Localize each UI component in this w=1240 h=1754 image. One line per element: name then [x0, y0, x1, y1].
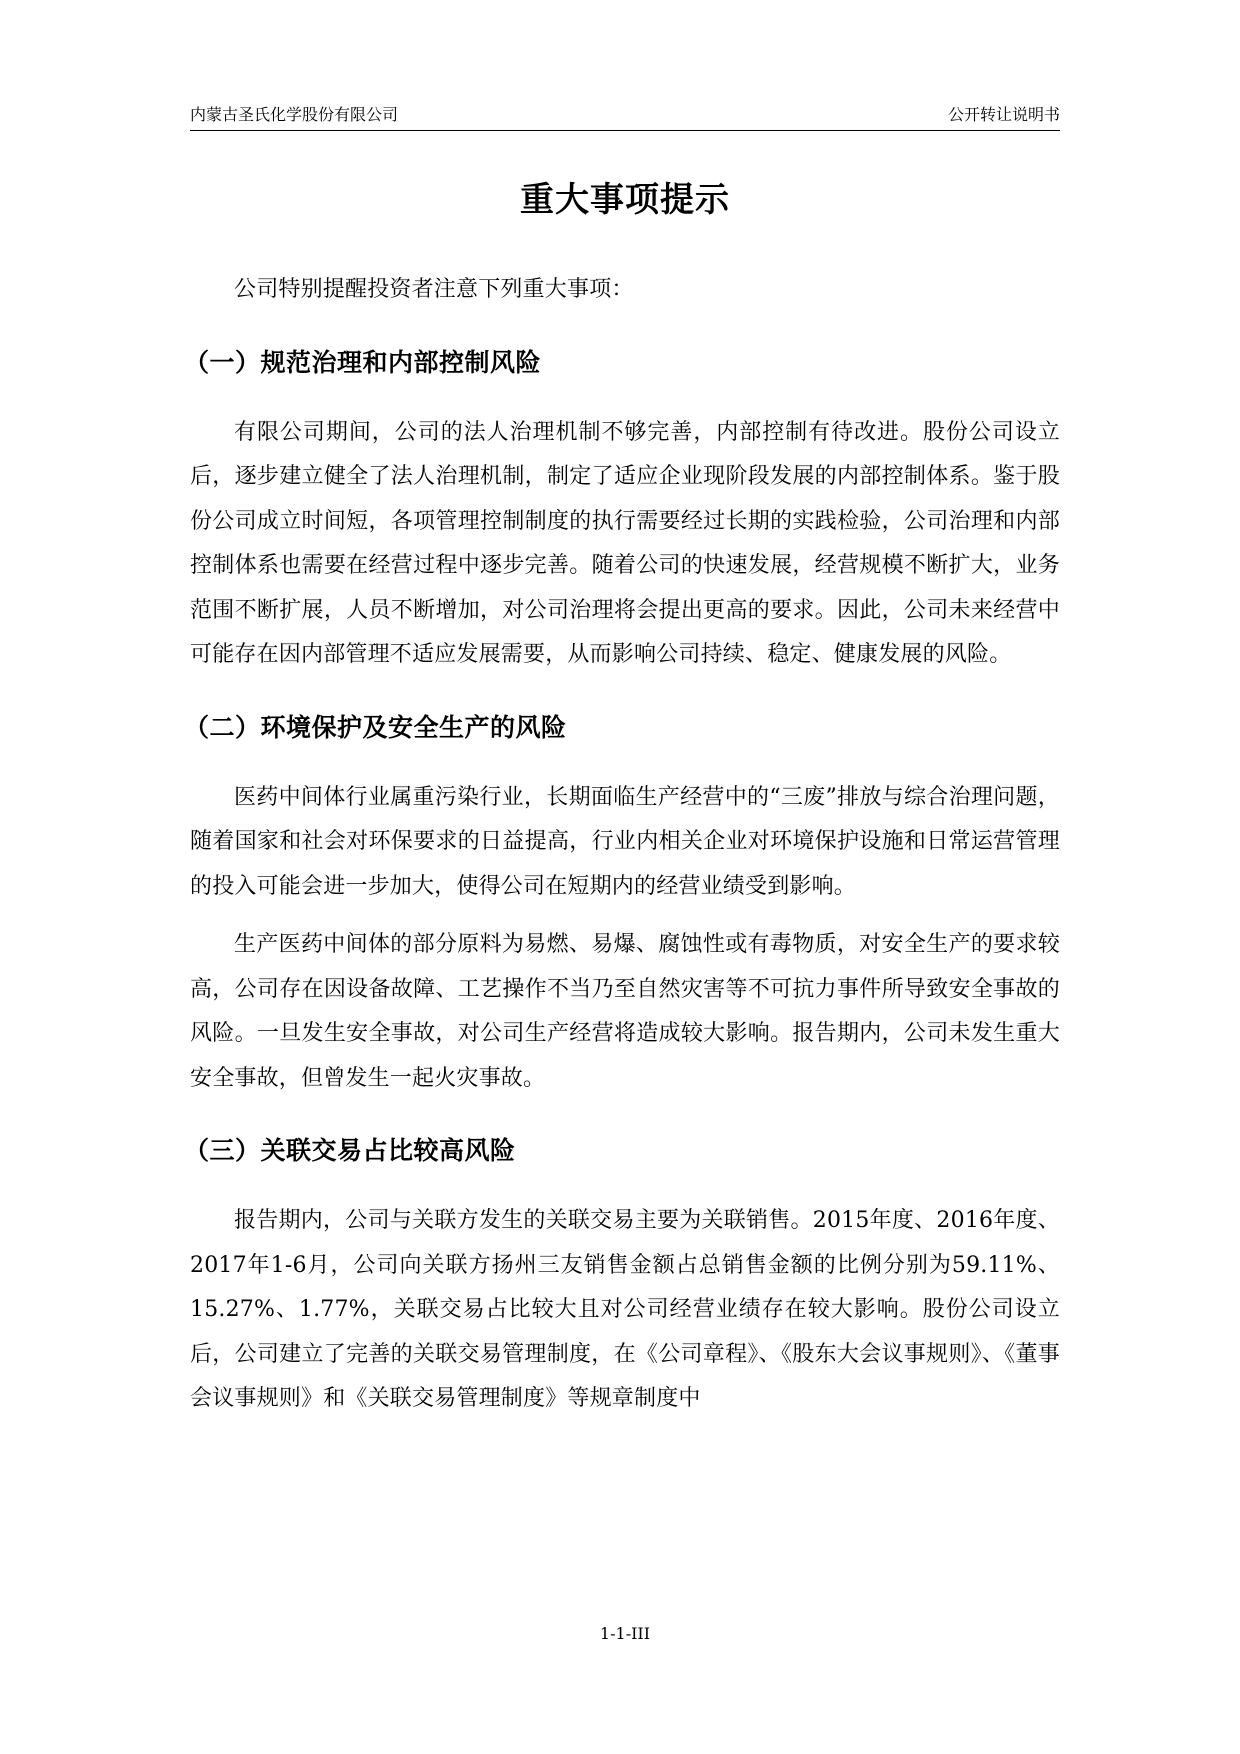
document-body: [184, 268, 1060, 1422]
section-heading-text: （三）关联交易占比较高风险: [184, 1136, 516, 1165]
page-title: 重大事项提示: [520, 180, 730, 220]
section-paragraph: 报告期内，公司与关联方发生的关联交易主要为关联销售。2015年度、2016年度、2017年1-6月，公司向关联方扬州三友销售金额占总销售金额的比例分别为59.11%、15.27%、1.77%，关联交易占比较大且对公司经营业绩存在较大影响。股份公司设立后，公司建立了完善的关联交易管理制度，在《公司章程》、《股东大会议事规则》、《董事会议事规则》和《关联交易管理制度》等规章制度中: [190, 1208, 1060, 1411]
section-heading: [184, 708, 1060, 748]
section-heading-text: （一）规范治理和内部控制风险: [184, 347, 542, 377]
section-paragraph: 医药中间体行业属重污染行业，长期面临生产经营中的“三废”排放与综合治理问题，随着国家和社会对环保要求的日益提高，行业内相关企业对环境保护设施和日常运营管理的投入可能会进一步加大，使得公司在短期内的经营业绩受到影响。: [190, 784, 1060, 899]
running-header: [190, 103, 1060, 127]
section-2: [184, 708, 1060, 1102]
header-document-type: 公开转让说明书: [947, 105, 1060, 124]
intro-paragraph: 公司特别提醒投资者注意下列重大事项：: [234, 277, 634, 302]
section-heading: [184, 343, 1060, 383]
section-paragraph: 生产医药中间体的部分原料为易燃、易爆、腐蚀性或有毒物质，对安全生产的要求较高，公司存在因设备故障、工艺操作不当乃至自然灾害等不可抗力事件所导致安全事故的风险。一旦发生安全事故，对公司生产经营将造成较大影响。报告期内，公司未发生重大安全事故，但曾发生一起火灾事故。: [190, 932, 1060, 1091]
header-rule: [190, 130, 1060, 131]
section-heading-text: （二）环境保护及安全生产的风险: [184, 712, 567, 742]
header-company-name: 内蒙古圣氏化学股份有限公司: [190, 105, 399, 124]
page-number: 1-1-III: [599, 1624, 651, 1643]
section-paragraph: 有限公司期间，公司的法人治理机制不够完善，内部控制有待改进。股份公司设立后，逐步建立健全了法人治理机制，制定了适应企业现阶段发展的内部控制体系。鉴于股份公司成立时间短，各项管理控制制度的执行需要经过长期的实践检验，公司治理和内部控制体系也需要在经营过程中逐步完善。随着公司的快速发展，经营规模不断扩大，业务范围不断扩展，人员不断增加，对公司治理将会提出更高的要求。因此，公司未来经营中可能存在因内部管理不适应发展需要，从而影响公司持续、稳定、健康发展的风险。: [190, 419, 1060, 667]
section-1: [184, 343, 1060, 678]
section-3: [184, 1131, 1060, 1422]
section-heading: [184, 1131, 1060, 1171]
